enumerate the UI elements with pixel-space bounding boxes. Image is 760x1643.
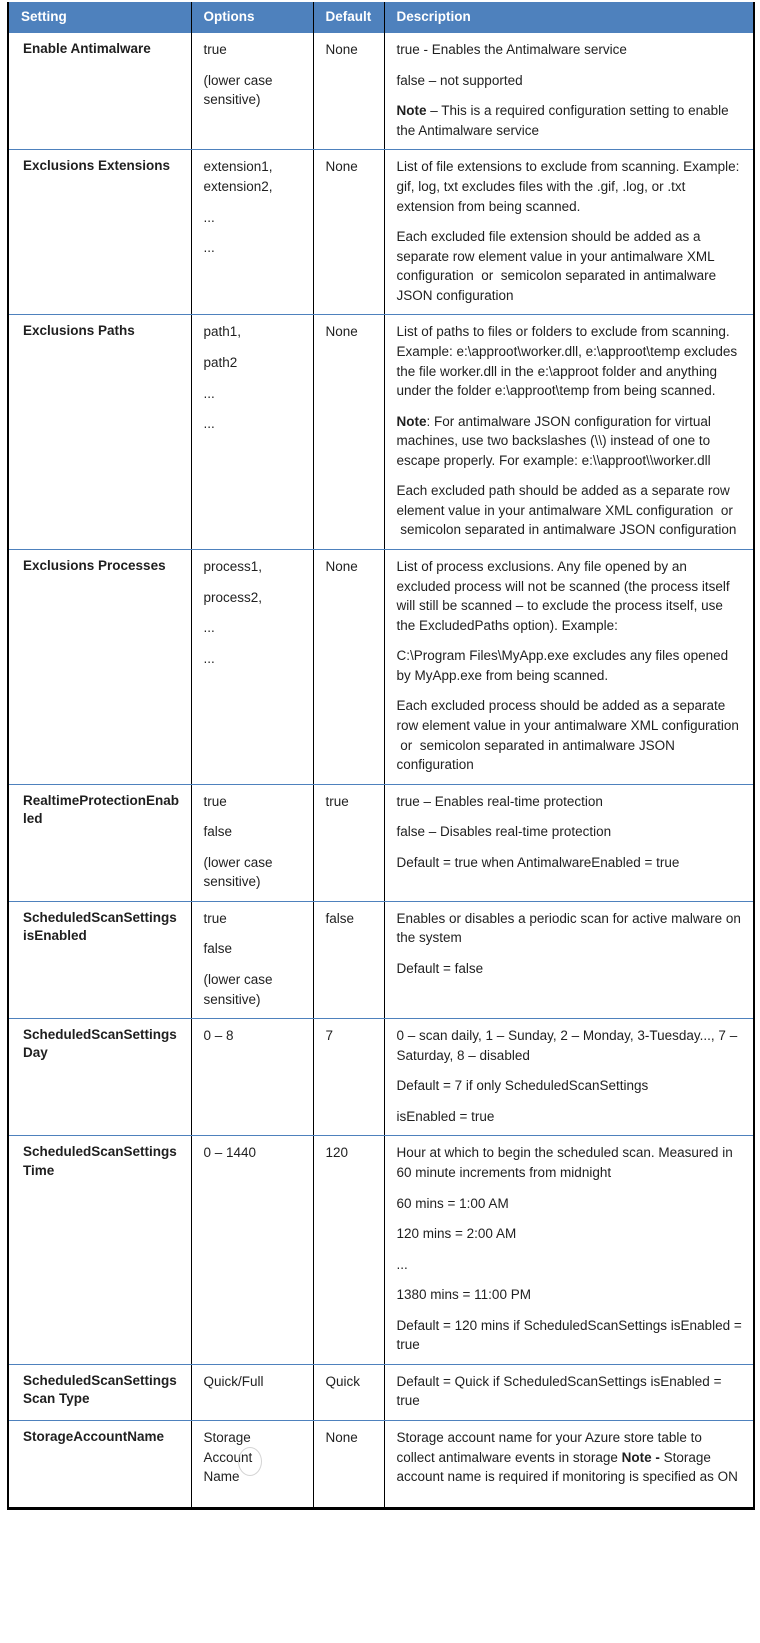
option-paragraph: extension1, extension2, (203, 159, 273, 195)
table-row (8, 784, 754, 901)
options-cell (191, 315, 313, 550)
setting-cell: RealtimeProtectionEnabled (8, 784, 191, 901)
description-paragraph: List of file extensions to exclude from scanning. Example: gif, log, txt excludes files with the .gif, .log, or .txt extension from being scanned. (396, 159, 740, 214)
option-paragraph: process2, (203, 589, 263, 605)
option-paragraph: false (203, 941, 233, 957)
option-paragraph: (lower case sensitive) (203, 854, 273, 890)
description-paragraph: 120 mins = 2:00 AM (396, 1226, 517, 1242)
description-paragraph: List of paths to files or folders to exclude from scanning. Example: e:\approot\worker.dll, e:\approot\temp excludes the file worker.dll in the e:\approot folder and anything under the folder e:\approot\temp from being scanned. (396, 324, 738, 399)
setting-cell: StorageAccountName (8, 1421, 191, 1509)
description-paragraph: true – Enables real-time protection (396, 793, 603, 809)
setting-cell: Exclusions Paths (8, 315, 191, 550)
default-cell: None (313, 550, 384, 785)
text-run: : For antimalware JSON configuration for virtual machines, use two backslashes (\\) instead of one to escape properly. For example: e:\\approot\\worker.dll (396, 413, 711, 468)
table-row (8, 550, 754, 785)
description-paragraph: ... (396, 1256, 408, 1272)
default-cell: true (313, 784, 384, 901)
option-paragraph: true (203, 793, 227, 809)
option-paragraph: Quick/Full (203, 1373, 264, 1389)
description-paragraph (397, 101, 744, 140)
option-paragraph: 0 – 1440 (203, 1145, 257, 1161)
options-cell (191, 1364, 313, 1420)
option-paragraph: Storage Account Name (203, 1430, 253, 1485)
description-paragraph: 60 mins = 1:00 AM (396, 1195, 509, 1211)
column-header-default: Default (313, 2, 384, 33)
option-paragraph: path2 (203, 354, 238, 370)
table-row (8, 1421, 754, 1509)
column-header-options: Options (191, 2, 313, 33)
table-row (8, 1364, 754, 1420)
default-cell: 120 (313, 1136, 384, 1365)
table-row (8, 150, 754, 315)
setting-cell: Enable Antimalware (8, 33, 191, 150)
description-paragraph: true - Enables the Antimalware service (396, 42, 627, 58)
default-cell: Quick (313, 1364, 384, 1420)
option-paragraph: ... (203, 209, 215, 225)
description-paragraph: Each excluded file extension should be added as a separate row element value in your antimalware XML configuration or semicolon separated in antimalware JSON configuration (396, 229, 717, 303)
column-header-description: Description (384, 2, 754, 33)
column-header-setting: Setting (8, 2, 191, 33)
description-cell (384, 33, 754, 150)
setting-cell: ScheduledScanSettings Day (8, 1019, 191, 1136)
option-paragraph: (lower case sensitive) (203, 972, 273, 1007)
options-cell (191, 784, 313, 901)
description-cell (384, 1136, 754, 1365)
description-paragraph: List of process exclusions. Any file opened by an excluded process will not be scanned (the process itself will still be scanned – to exclude the process itself, use the ExcludedPaths option). Example: (396, 559, 730, 633)
header-row (8, 2, 754, 33)
default-cell: 7 (313, 1019, 384, 1136)
option-paragraph: ... (203, 240, 215, 256)
options-cell (191, 1421, 313, 1509)
option-paragraph: ... (203, 416, 215, 432)
default-cell: None (313, 150, 384, 315)
default-cell: false (313, 901, 384, 1018)
default-cell: None (313, 315, 384, 550)
setting-cell: Exclusions Extensions (8, 150, 191, 315)
default-cell: None (313, 1421, 384, 1509)
setting-cell: ScheduledScanSettings isEnabled (8, 901, 191, 1018)
option-paragraph: ... (203, 385, 215, 401)
text-run: – This is a required configuration setting to enable the Antimalware service (396, 103, 729, 138)
setting-cell: ScheduledScanSettings Scan Type (8, 1364, 191, 1420)
description-paragraph: Each excluded process should be added as a separate row element value in your antimalware XML configuration or semicolon separated in antimalware JSON configuration (396, 698, 739, 773)
description-paragraph: isEnabled = true (396, 1108, 495, 1124)
setting-cell: ScheduledScanSettings Time (8, 1136, 191, 1365)
option-paragraph: true (203, 42, 227, 58)
description-paragraph: 1380 mins = 11:00 PM (396, 1287, 531, 1303)
table-row (8, 1019, 754, 1136)
description-paragraph: 0 – scan daily, 1 – Sunday, 2 – Monday, 3-Tuesday..., 7 – Saturday, 8 – disabled (396, 1028, 738, 1063)
table-row (8, 901, 754, 1018)
table-row (8, 1136, 754, 1365)
description-paragraph: Default = Quick if ScheduledScanSettings isEnabled = true (396, 1373, 722, 1409)
description-cell (384, 901, 754, 1018)
option-paragraph: (lower case sensitive) (203, 72, 273, 108)
description-paragraph: Default = 120 mins if ScheduledScanSettings isEnabled = true (396, 1317, 742, 1353)
options-cell (191, 1136, 313, 1365)
description-paragraph: false – Disables real-time protection (396, 824, 612, 840)
options-cell (191, 1019, 313, 1136)
setting-cell: Exclusions Processes (8, 550, 191, 785)
description-paragraph: Default = 7 if only ScheduledScanSettings (396, 1078, 649, 1094)
option-paragraph: ... (203, 650, 215, 666)
description-cell (384, 150, 754, 315)
table-row (8, 315, 754, 550)
option-paragraph: ... (203, 620, 215, 636)
options-cell (191, 33, 313, 150)
description-paragraph: Each excluded path should be added as a separate row element value in your antimalware XML configuration or semicolon separated in antimalware JSON configuration (396, 483, 737, 538)
description-paragraph: C:\Program Files\MyApp.exe excludes any files opened by MyApp.exe from being scanned. (396, 648, 729, 683)
options-cell (191, 550, 313, 785)
default-cell: None (313, 33, 384, 150)
bold-text-run: Note (396, 413, 427, 429)
options-cell (191, 901, 313, 1018)
text-run: Storage account name for your Azure store table to collect antimalware events in storage (396, 1430, 702, 1465)
option-paragraph: true (203, 910, 227, 926)
description-paragraph: Hour at which to begin the scheduled scan. Measured in 60 minute increments from midnight (396, 1145, 733, 1180)
table-row (8, 33, 754, 150)
description-paragraph: false – not supported (396, 72, 523, 88)
description-cell (384, 1019, 754, 1136)
description-cell (384, 1421, 754, 1509)
bold-text-run: Note - (621, 1449, 660, 1465)
option-paragraph: 0 – 8 (203, 1028, 234, 1044)
page (0, 2, 760, 1510)
option-paragraph: path1, (203, 324, 242, 340)
option-paragraph: process1, (203, 559, 263, 575)
description-cell (384, 315, 754, 550)
description-cell (384, 550, 754, 785)
description-cell (384, 784, 754, 901)
description-paragraph: Enables or disables a periodic scan for active malware on the system (396, 910, 741, 946)
text-run: Storage account name is required if monitoring is specified as ON (396, 1449, 738, 1485)
table-body (8, 33, 754, 1508)
description-paragraph: Default = false (396, 961, 484, 977)
option-paragraph: false (203, 824, 233, 840)
options-cell (191, 150, 313, 315)
settings-table (7, 2, 755, 1510)
description-paragraph: Default = true when AntimalwareEnabled = true (396, 854, 680, 870)
bold-text-run: Note (396, 103, 427, 119)
description-cell (384, 1364, 754, 1420)
description-paragraph (397, 1428, 744, 1487)
description-paragraph (397, 412, 744, 471)
